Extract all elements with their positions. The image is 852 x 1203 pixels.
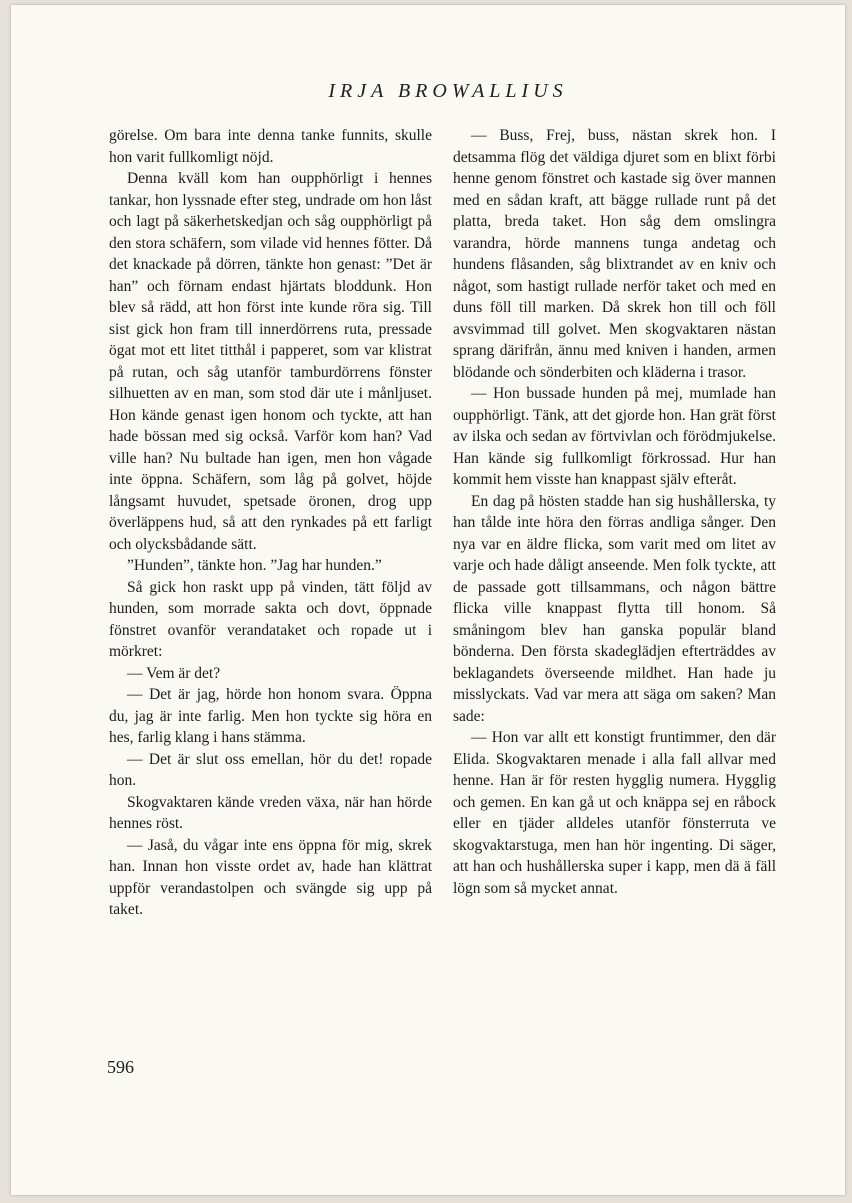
paragraph: — Det är slut oss emellan, hör du det! ropade hon. (109, 750, 432, 789)
page-number: 596 (107, 1057, 134, 1077)
paragraph: — Vem är det? (127, 664, 221, 682)
running-header-author: IRJA BROWALLIUS (328, 80, 568, 102)
left-column (109, 125, 432, 921)
paragraph: — Hon var allt ett konstigt fruntimmer, den där Elida. Skogvaktaren menade i alla fall allvar med henne. Han är för resten hygglig numera. Hygglig och gemen. En kan gå ut och knäppa sej en råbock eller en tjäder alldeles utanför fönsterruta ve skogvaktarstuga, men han hör ingenting. Di säger, att han och hushållerska super i kapp, men dä ä fäll lögn som så mycket annat. (453, 729, 776, 897)
paragraph: — Buss, Frej, buss, nästan skrek hon. I detsamma flög det väldiga djuret som en blixt förbi henne genom fönstret och kastade sig över mannen med en sådan kraft, att bägge rullade runt på det platta, breda taket. Hon såg dem omslingra varandra, hörde mannens tunga andetag och hundens flåsanden, såg blixtrandet av en kniv och något, som hastigt rullade nerför taket och med en duns föll till marken. Då skrek hon till och föll avsvimmad till golvet. Men skogvaktaren nästan sprang därifrån, ännu med kniven i handen, armen blödande och sönderbiten och kläderna i trasor. (453, 127, 776, 381)
paragraph: — Jaså, du vågar inte ens öppna för mig, skrek han. Innan hon visste ordet av, hade han klättrat uppför verandastolpen och svängde sig upp på taket. (109, 836, 432, 918)
paragraph: Skogvaktaren kände vreden växa, när han hörde hennes röst. (109, 793, 432, 832)
book-page (11, 5, 845, 1195)
paragraph: — Det är jag, hörde hon honom svara. Öppna du, jag är inte farlig. Men hon tyckte sig höra en hes, farlig klang i hans stämma. (109, 686, 432, 746)
right-column (453, 125, 776, 899)
paragraph: En dag på hösten stadde han sig hushållerska, ty han tålde inte höra den förras andliga sånger. Den nya var en äldre flicka, som varit med om litet av varje och hade dåligt anseende. Men folk tyckte, att de passade gott tillsammans, och någon bättre flicka ville knappast flytta till honom. Så småningom blev han ganska populär bland bönderna. Den första skadeglädjen efterträddes av beklagandets överseende mildhet. Han hade ju misslyckats. Vad var mera att säga om saken? Man sade: (453, 492, 776, 725)
paragraph: Så gick hon raskt upp på vinden, tätt följd av hunden, som morrade sakta och dovt, öppnade fönstret ovanför verandataket och ropade ut i mörkret: (109, 578, 432, 660)
paragraph: görelse. Om bara inte denna tanke funnits, skulle hon varit fullkomligt nöjd. (109, 127, 432, 166)
paragraph: — Hon bussade hunden på mej, mumlade han oupphörligt. Tänk, att det gjorde hon. Han grät först av ilska och sedan av förtvivlan och förödmjukelse. Han kände sig fullkomligt förkrossad. Hur han kommit hem visste han knappast själv efteråt. (453, 385, 776, 488)
paragraph: Denna kväll kom han oupphörligt i hennes tankar, hon lyssnade efter steg, undrade om hon låst och lagt på säkerhetskedjan och såg oupphörligt på den stora schäfern, som vilade vid hennes fötter. Då det knackade på dörren, tänkte hon genast: ”Det är han” och förnam endast hjärtats bloddunk. Hon blev så rädd, att hon först inte kunde röra sig. Till sist gick hon fram till innerdörrens ruta, pressade ögat mot ett litet titthål i papperet, som var klistrat på rutan, och såg utanför tamburdörrens fönster silhuetten av en man, som stod där ute i månljuset. Hon kände genast igen honom och tyckte, att han hade bössan med sig också. Varför kom han? Vad ville han? Nu bultade han igen, men hon vågade inte öppna. Schäfern, som låg på golvet, höjde långsamt huvudet, spetsade öronen, drog upp överläppens hud, så att den rynkades på ett farligt och olycksbådande sätt. (109, 170, 432, 553)
paragraph: ”Hunden”, tänkte hon. ”Jag har hunden.” (127, 557, 382, 574)
